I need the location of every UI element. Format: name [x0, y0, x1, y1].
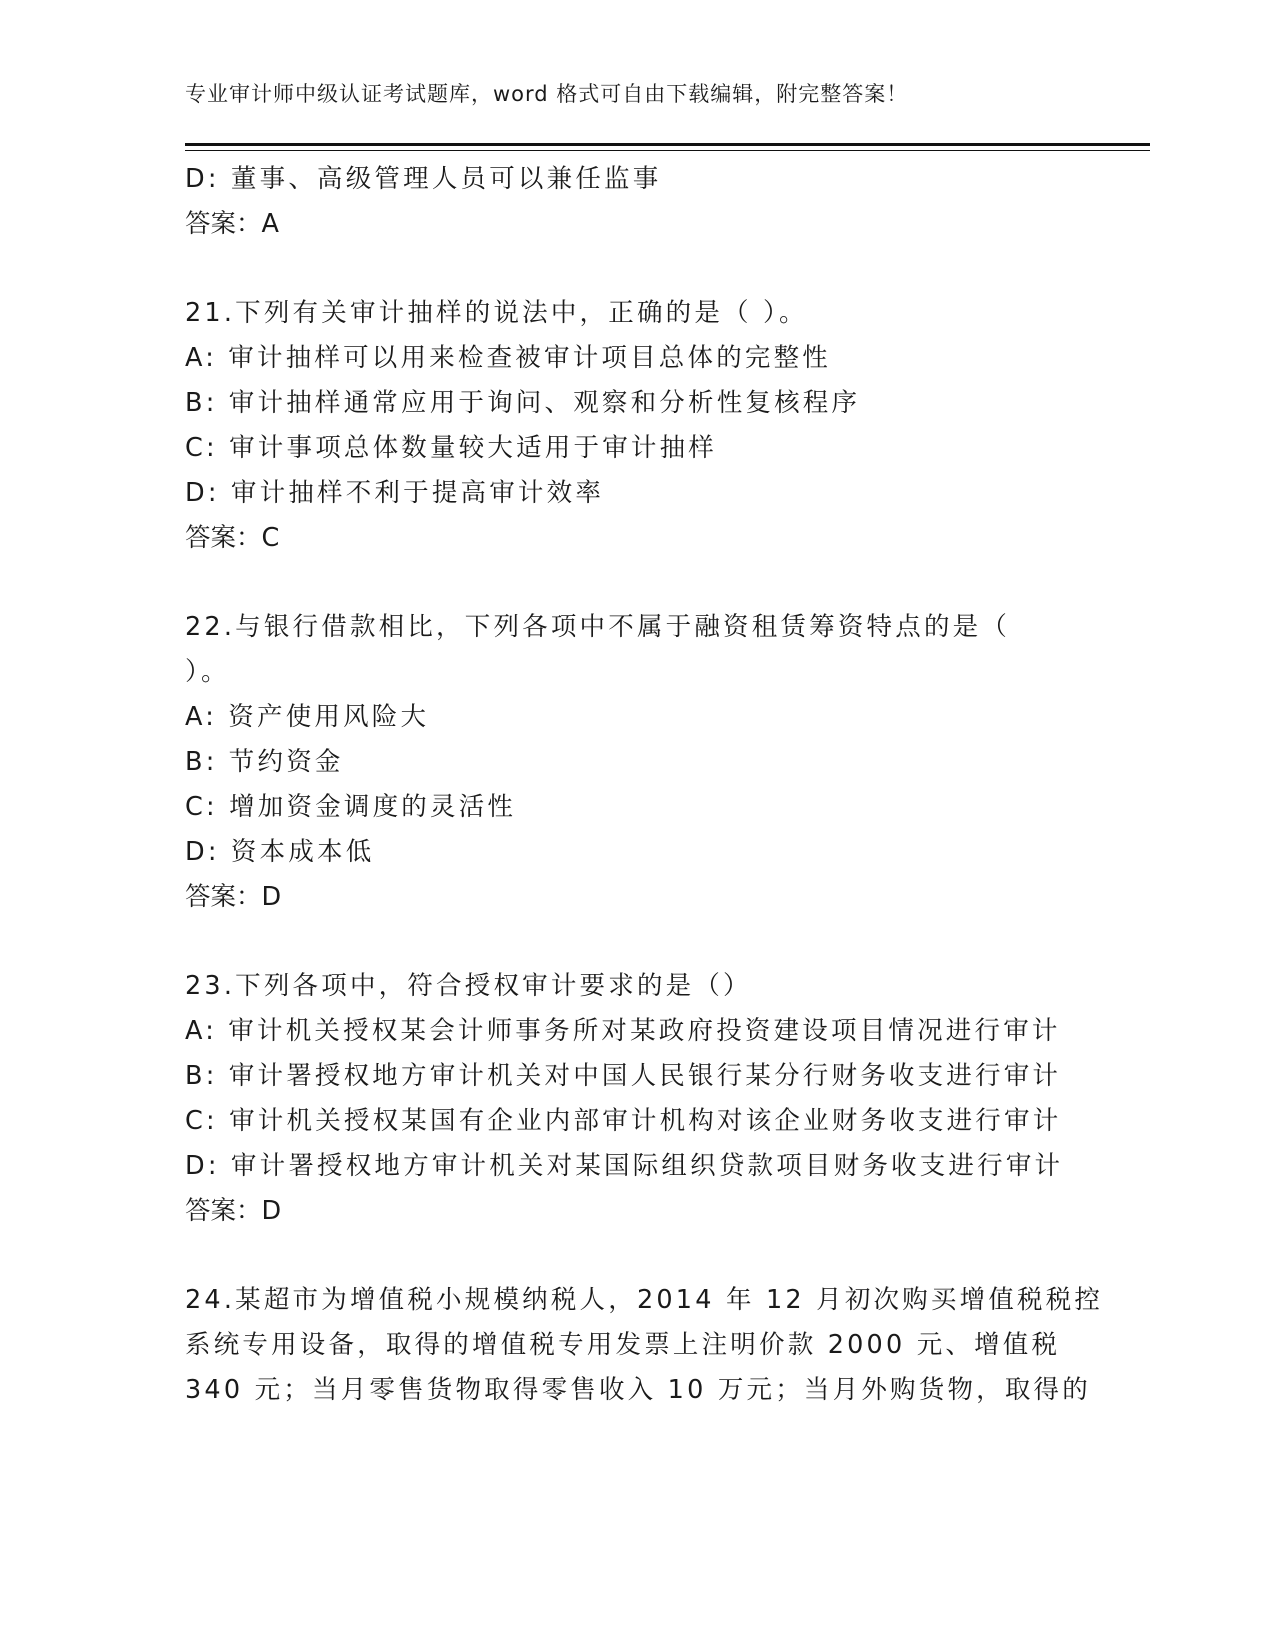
question-stem: 22.与银行借款相比，下列各项中不属于融资租赁筹资特点的是（ [185, 612, 1011, 642]
question-21 [185, 291, 1155, 561]
option-b: B: 节约资金 [185, 747, 344, 777]
question-stem: 23.下列各项中，符合授权审计要求的是（） [185, 971, 752, 1001]
option-c: C: 审计事项总体数量较大适用于审计抽样 [185, 433, 718, 463]
answer-line: 答案：D [185, 882, 282, 912]
option-a: A: 审计抽样可以用来检查被审计项目总体的完整性 [185, 343, 831, 373]
answer-line: 答案：C [185, 523, 280, 553]
option-a: A: 资产使用风险大 [185, 702, 430, 732]
option-d: D: 审计抽样不利于提高审计效率 [185, 478, 605, 508]
option-c: C: 审计机关授权某国有企业内部审计机构对该企业财务收支进行审计 [185, 1106, 1062, 1136]
question-stem-continued: 系统专用设备，取得的增值税专用发票上注明价款 2000 元、增值税 [185, 1330, 1061, 1360]
header-rule-thin [185, 150, 1150, 151]
option-d: D: 资本成本低 [185, 837, 375, 867]
option-d: D: 审计署授权地方审计机关对某国际组织贷款项目财务收支进行审计 [185, 1151, 1064, 1181]
question-23 [185, 964, 1155, 1234]
question-stem: 21.下列有关审计抽样的说法中，正确的是（ ）。 [185, 298, 808, 328]
option-a: A: 审计机关授权某会计师事务所对某政府投资建设项目情况进行审计 [185, 1016, 1061, 1046]
question-22 [185, 605, 1155, 920]
question-stem-continued: ）。 [185, 657, 230, 687]
option-c: C: 增加资金调度的灵活性 [185, 792, 517, 822]
option-b: B: 审计署授权地方审计机关对中国人民银行某分行财务收支进行审计 [185, 1061, 1062, 1091]
question-stem-continued: 340 元；当月零售货物取得零售收入 10 万元；当月外购货物，取得的 [185, 1375, 1091, 1405]
question-24 [185, 1278, 1155, 1413]
option-b: B: 审计抽样通常应用于询问、观察和分析性复核程序 [185, 388, 861, 418]
option-d: D: 董事、高级管理人员可以兼任监事 [185, 164, 662, 194]
question-stem: 24.某超市为增值税小规模纳税人，2014 年 12 月初次购买增值税税控 [185, 1285, 1104, 1315]
answer-line: 答案：D [185, 1196, 282, 1226]
answer-line: 答案：A [185, 209, 279, 239]
header-rule-thick [185, 143, 1150, 146]
document-content [185, 157, 1155, 1413]
page-header: 专业审计师中级认证考试题库，word 格式可自由下载编辑，附完整答案！ [185, 82, 909, 106]
